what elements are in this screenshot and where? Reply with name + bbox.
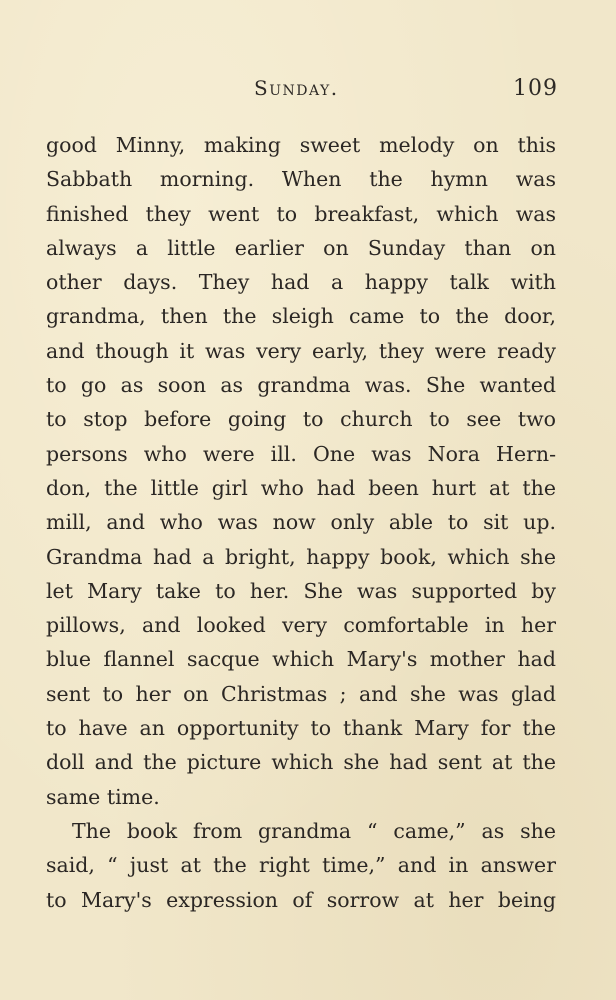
text-line: don, the little girl who had been hurt at the xyxy=(46,475,556,500)
text-line: and though it was very early, they were ready xyxy=(46,338,556,363)
text-line: to have an opportunity to thank Mary for the xyxy=(46,716,556,741)
text-line: finished they went to breakfast, which was xyxy=(46,201,556,226)
text-line: mill, and who was now only able to sit up. xyxy=(46,510,556,535)
text-line: always a little earlier on Sunday than on xyxy=(46,235,556,260)
text-line: Grandma had a bright, happy book, which she xyxy=(46,544,556,569)
text-line: to Mary's expression of sorrow at her being xyxy=(46,887,556,912)
page-number: 109 xyxy=(513,76,558,101)
text-line: sent to her on Christmas ; and she was glad xyxy=(46,681,556,706)
text-line: persons who were ill. One was Nora Hern- xyxy=(46,441,556,466)
running-title: Sunday. xyxy=(254,76,339,100)
text-line: blue flannel sacque which Mary's mother had xyxy=(46,647,556,672)
text-line: pillows, and looked very comfortable in her xyxy=(46,613,556,638)
body-text xyxy=(46,128,556,917)
text-line: doll and the picture which she had sent at the xyxy=(46,750,556,775)
text-line: grandma, then the sleigh came to the door, xyxy=(46,304,556,329)
paragraph-end-line: same time. xyxy=(46,784,160,809)
text-line: to stop before going to church to see two xyxy=(46,407,556,432)
paragraph-start-line: The book from grandma “ came,” as she xyxy=(72,818,556,843)
text-line: other days. They had a happy talk with xyxy=(46,270,556,295)
text-line: said, “ just at the right time,” and in answer xyxy=(46,853,556,878)
text-line: let Mary take to her. She was supported by xyxy=(46,578,556,603)
text-line: to go as soon as grandma was. She wanted xyxy=(46,373,556,398)
text-line: good Minny, making sweet melody on this xyxy=(46,133,556,157)
running-head xyxy=(46,76,558,106)
text-line: Sabbath morning. When the hymn was xyxy=(46,167,556,192)
